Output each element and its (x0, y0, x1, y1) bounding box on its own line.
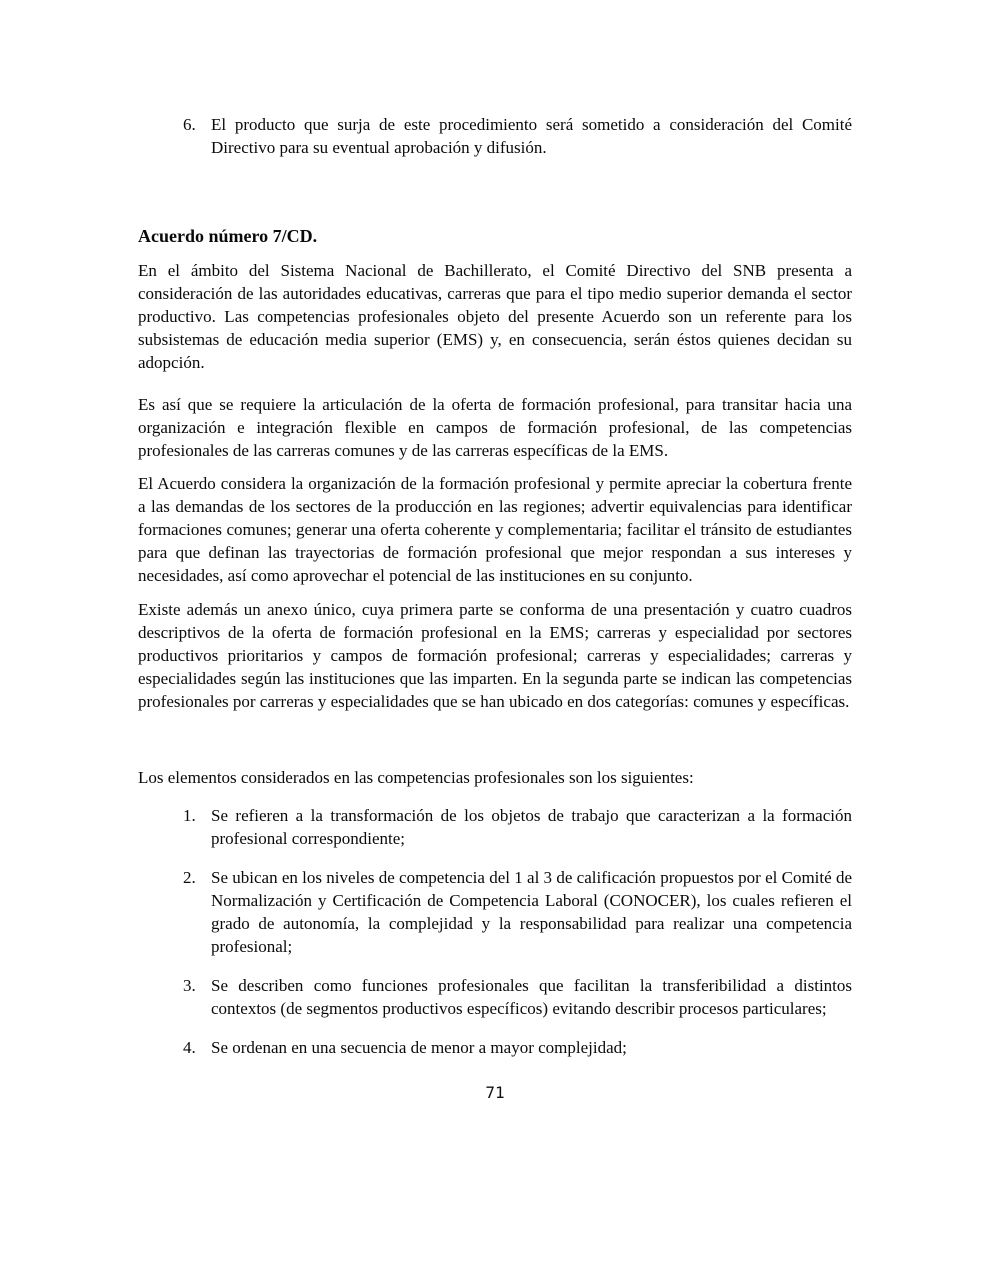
list-item-text: Se refieren a la transformación de los objetos de trabajo que caracterizan a la formación profesional correspondiente; (211, 806, 852, 848)
page-number: 71 (485, 1083, 505, 1102)
elements-list-item-1 (138, 804, 852, 850)
list-number: 3. (183, 976, 196, 995)
section-heading: Acuerdo número 7/CD. (138, 226, 318, 246)
top-list-item-6 (138, 113, 852, 159)
list-number: 1. (183, 806, 196, 825)
list-item-text: Se describen como funciones profesionales que facilitan la transferibilidad a distintos contextos (de segmentos productivos específicos) evitando describir procesos particulares; (211, 976, 852, 1018)
paragraph-1: En el ámbito del Sistema Nacional de Bachillerato, el Comité Directivo del SNB presenta a consideración de las autoridades educativas, carreras que para el tipo medio superior demanda el sector productivo. Las competencias profesionales objeto del presente Acuerdo son un referente para los subsistemas de educación media superior (EMS) y, en consecuencia, serán éstos quienes decidan su adopción. (138, 261, 852, 372)
elements-list-item-3 (138, 974, 852, 1020)
list-number: 4. (183, 1038, 196, 1057)
elements-intro-line: Los elementos considerados en las competencias profesionales son los siguientes: (138, 768, 694, 787)
list-item-text: Se ubican en los niveles de competencia del 1 al 3 de calificación propuestos por el Comité de Normalización y Certificación de Competencia Laboral (CONOCER), los cuales refieren el grado de autonomía, la complejidad y la responsabilidad para realizar una competencia profesional; (211, 868, 852, 956)
paragraph-3: El Acuerdo considera la organización de la formación profesional y permite apreciar la cobertura frente a las demandas de los sectores de la producción en las regiones; advertir equivalencias para identificar formaciones comunes; generar una oferta coherente y complementaria; facilitar el tránsito de estudiantes para que definan las trayectorias de formación profesional que mejor respondan a sus intereses y necesidades, así como aprovechar el potencial de las instituciones en su conjunto. (138, 474, 852, 585)
paragraph-2: Es así que se requiere la articulación de la oferta de formación profesional, para transitar hacia una organización e integración flexible en campos de formación profesional, de las competencias profesionales de las carreras comunes y de las carreras específicas de la EMS. (138, 395, 852, 460)
list-number: 2. (183, 868, 196, 887)
list-number: 6. (183, 115, 196, 134)
paragraph-4: Existe además un anexo único, cuya primera parte se conforma de una presentación y cuatro cuadros descriptivos de la oferta de formación profesional en la EMS; carreras y especialidad por sectores productivos prioritarios y campos de formación profesional; carreras y especialidades; carreras y especialidades según las instituciones que las imparten. En la segunda parte se indican las competencias profesionales por carreras y especialidades que se han ubicado en dos categorías: comunes y específicas. (138, 600, 852, 711)
elements-list-item-4 (138, 1036, 852, 1059)
list-item-text: El producto que surja de este procedimiento será sometido a consideración del Comité Directivo para su eventual aprobación y difusión. (211, 115, 852, 157)
list-item-text: Se ordenan en una secuencia de menor a mayor complejidad; (211, 1038, 627, 1057)
elements-list-item-2 (138, 866, 852, 958)
